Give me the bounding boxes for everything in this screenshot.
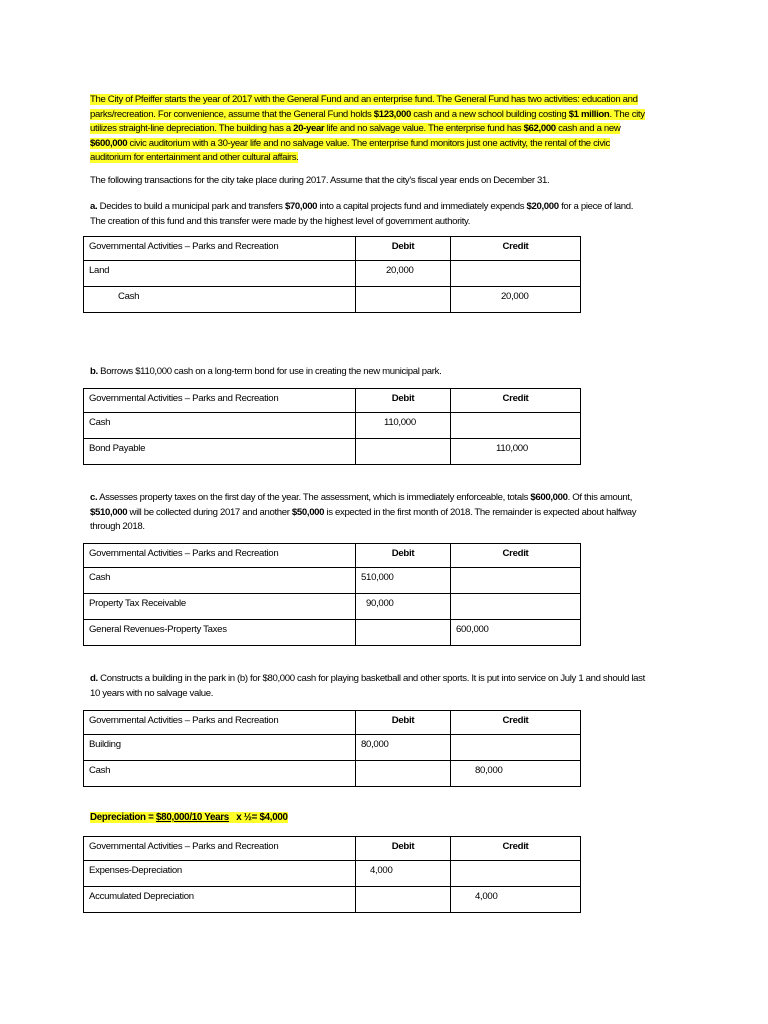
depreciation-calc: Depreciation = $80,000/10 Years x ½= $4,000 xyxy=(90,812,288,823)
intro-line: The City of Pfeiffer starts the year of 2017 with the General Fund and an enterprise fund. The General Fund has two activities: education and xyxy=(90,94,638,105)
credit-cell xyxy=(451,568,581,594)
debit-cell: 510,000 xyxy=(356,568,451,594)
journal-table-depreciation xyxy=(83,836,581,913)
table-row xyxy=(84,594,581,620)
account-cell: Accumulated Depreciation xyxy=(84,887,356,913)
transaction-c-text: c. Assesses property taxes on the first day of the year. The assessment, which is immediately enforceable, totals $600,000. Of this amount, $510,000 will be collected during 2017 and another $50,000 is expected in the first month of 2018. The remainder is expected about halfway through 2018. xyxy=(90,492,637,533)
header-account: Governmental Activities – Parks and Recreation xyxy=(84,837,356,861)
header-account: Governmental Activities – Parks and Recreation xyxy=(84,544,356,568)
intro-line: utilizes straight-line depreciation. The building has a 20-year life and no salvage value. The enterprise fund has $62,000 cash and a new xyxy=(90,123,621,135)
table-row xyxy=(84,620,581,646)
table-row xyxy=(84,887,581,913)
header-credit: Credit xyxy=(451,389,581,413)
header-credit: Credit xyxy=(451,711,581,735)
debit-cell xyxy=(356,761,451,787)
account-cell: Bond Payable xyxy=(84,439,356,465)
debit-cell xyxy=(356,439,451,465)
table-header-row xyxy=(84,237,581,261)
credit-cell: 600,000 xyxy=(451,620,581,646)
credit-cell xyxy=(451,261,581,287)
table-row xyxy=(84,287,581,313)
table-row xyxy=(84,568,581,594)
intro-line: $600,000 civic auditorium with a 30-year life and no salvage value. The enterprise fund monitors just one activity, the rental of the civic xyxy=(90,137,611,149)
journal-table-a xyxy=(83,236,581,313)
table-row xyxy=(84,413,581,439)
table-row xyxy=(84,761,581,787)
header-account: Governmental Activities – Parks and Recreation xyxy=(84,389,356,413)
credit-cell xyxy=(451,735,581,761)
credit-cell: 20,000 xyxy=(451,287,581,313)
account-cell: Cash xyxy=(84,568,356,594)
debit-cell xyxy=(356,620,451,646)
transactions-intro: The following transactions for the city take place during 2017. Assume that the city's fiscal year ends on December 31. xyxy=(90,175,550,186)
transaction-a-text: a. Decides to build a municipal park and transfers $70,000 into a capital projects fund and immediately expends $20,000 for a piece of land. The creation of this fund and this transfer were made by the highest level of government authority. xyxy=(90,201,634,227)
intro-line: parks/recreation. For convenience, assume that the General Fund holds $123,000 cash and a new school building costing $1 million. The city xyxy=(90,108,645,120)
debit-cell: 80,000 xyxy=(356,735,451,761)
header-credit: Credit xyxy=(451,837,581,861)
table-header-row xyxy=(84,544,581,568)
account-cell: Expenses-Depreciation xyxy=(84,861,356,887)
table-header-row xyxy=(84,389,581,413)
debit-cell: 90,000 xyxy=(356,594,451,620)
journal-table-d xyxy=(83,710,581,787)
header-debit: Debit xyxy=(356,237,451,261)
transaction-b-text: b. Borrows $110,000 cash on a long-term bond for use in creating the new municipal park. xyxy=(90,366,442,377)
table-row xyxy=(84,861,581,887)
credit-cell xyxy=(451,861,581,887)
table-header-row xyxy=(84,711,581,735)
credit-cell xyxy=(451,594,581,620)
table-header-row xyxy=(84,837,581,861)
transaction-d-text: d. Constructs a building in the park in (b) for $80,000 cash for playing basketball and other sports. It is put into service on July 1 and should last 10 years with no salvage value. xyxy=(90,673,645,699)
table-row xyxy=(84,439,581,465)
account-cell: Property Tax Receivable xyxy=(84,594,356,620)
debit-cell: 20,000 xyxy=(356,261,451,287)
header-credit: Credit xyxy=(451,237,581,261)
header-debit: Debit xyxy=(356,544,451,568)
debit-cell xyxy=(356,287,451,313)
credit-cell: 80,000 xyxy=(451,761,581,787)
header-credit: Credit xyxy=(451,544,581,568)
intro-line: auditorium for entertainment and other cultural affairs. xyxy=(90,152,299,164)
intro-paragraph xyxy=(90,93,680,166)
table-row xyxy=(84,735,581,761)
header-account: Governmental Activities – Parks and Recreation xyxy=(84,711,356,735)
header-debit: Debit xyxy=(356,837,451,861)
journal-table-b xyxy=(83,388,581,465)
header-debit: Debit xyxy=(356,711,451,735)
debit-cell: 4,000 xyxy=(356,861,451,887)
account-cell: Land xyxy=(84,261,356,287)
journal-table-c xyxy=(83,543,581,646)
account-cell: Building xyxy=(84,735,356,761)
credit-cell: 110,000 xyxy=(451,439,581,465)
header-account: Governmental Activities – Parks and Recreation xyxy=(84,237,356,261)
debit-cell: 110,000 xyxy=(356,413,451,439)
account-cell: Cash xyxy=(84,287,356,313)
account-cell: General Revenues-Property Taxes xyxy=(84,620,356,646)
account-cell: Cash xyxy=(84,413,356,439)
account-cell: Cash xyxy=(84,761,356,787)
header-debit: Debit xyxy=(356,389,451,413)
credit-cell xyxy=(451,413,581,439)
debit-cell xyxy=(356,887,451,913)
table-row xyxy=(84,261,581,287)
credit-cell: 4,000 xyxy=(451,887,581,913)
